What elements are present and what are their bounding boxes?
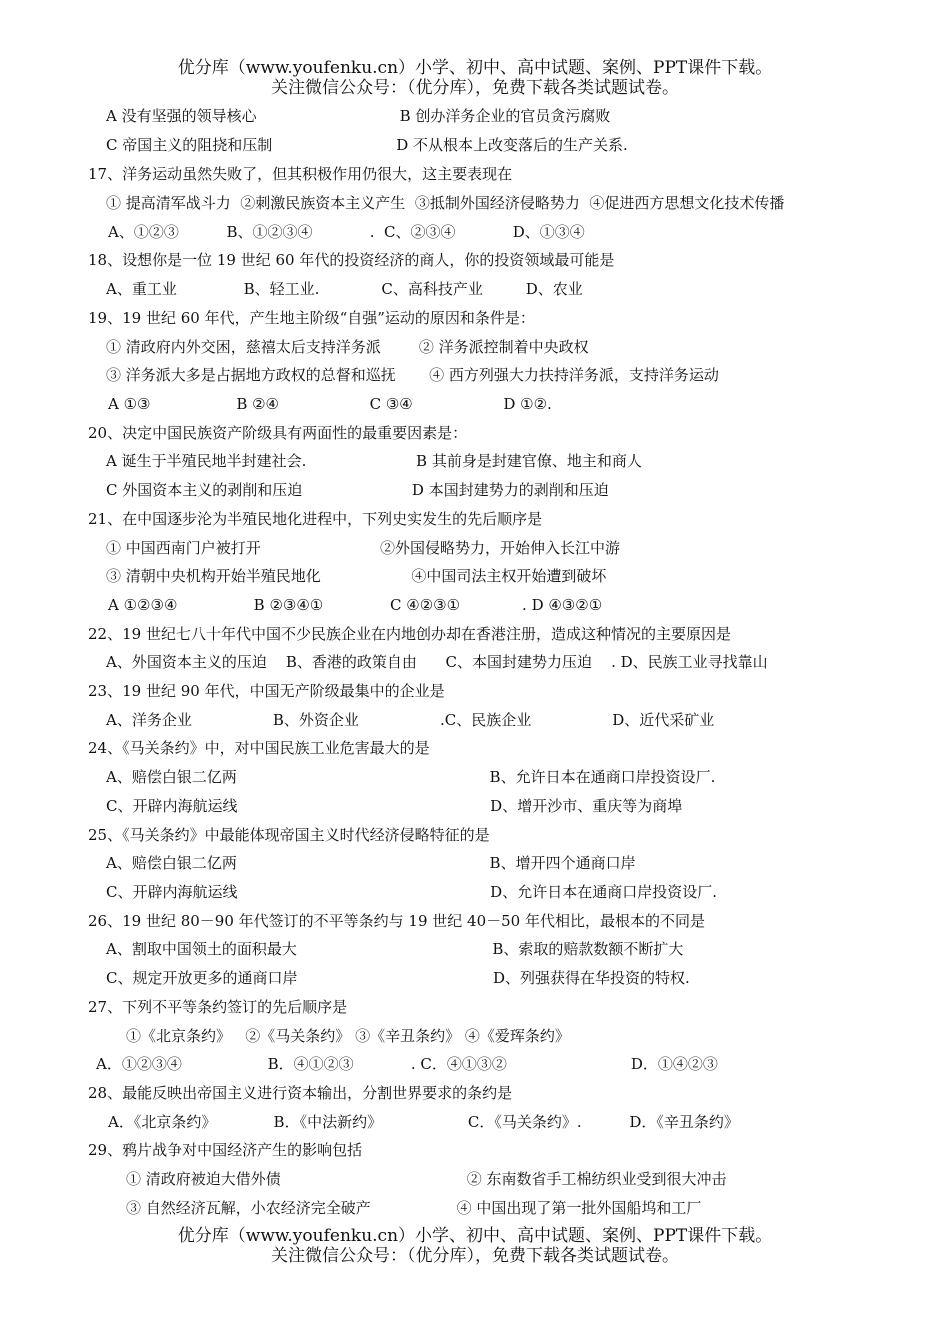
question-26: 26、19 世纪 80－90 年代签订的不平等条约与 19 世纪 40－50 年代相比，最根本的不同是 [88,912,705,930]
option-line: C、开辟内海航运线 D、增开沙市、重庆等为商埠 [106,797,683,815]
question-18: 18、设想你是一位 19 世纪 60 年代的投资经济的商人，你的投资领域最可能是 [88,251,615,269]
option-line: C 帝国主义的阻挠和压制 D 不从根本上改变落后的生产关系. [106,136,628,154]
header-site-line: 优分库（www.youfenku.cn）小学、初中、高中试题、案例、PPT课件下载。 [177,58,773,78]
option-line: ① 清政府内外交困，慈禧太后支持洋务派 ② 洋务派控制着中央政权 [106,338,589,356]
option-line: A、赔偿白银二亿两 B、允许日本在通商口岸投资设厂. [106,768,716,786]
option-line: ③ 洋务派大多是占据地方政权的总督和巡抚 ④ 西方列强大力扶持洋务派，支持洋务运动 [106,366,719,384]
header-wechat-line: 关注微信公众号：（优分库），免费下载各类试题试卷。 [271,78,679,98]
footer-wechat-line: 关注微信公众号：（优分库），免费下载各类试题试卷。 [271,1246,679,1266]
option-line: ① 中国西南门户被打开 ②外国侵略势力，开始伸入长江中游 [106,539,620,557]
option-line: A 没有坚强的领导核心 B 创办洋务企业的官员贪污腐败 [106,107,611,125]
question-19: 19、19 世纪 60 年代，产生地主阶级“自强”运动的原因和条件是： [88,309,535,327]
question-29: 29、鸦片战争对中国经济产生的影响包括 [88,1141,363,1159]
question-22: 22、19 世纪七八十年代中国不少民族企业在内地创办却在香港注册，造成这种情况的主要原因是 [88,625,731,643]
option-line: A、①②③ B、①②③④ . C、②③④ D、①③④ [108,223,585,241]
option-line: A、赔偿白银二亿两 B、增开四个通商口岸 [106,854,636,872]
option-line: A．①②③④ B．④①②③ . C．④①③② D．①④②③ [96,1055,718,1073]
option-line: ①《北京条约》 ②《马关条约》 ③《辛丑条约》 ④《爱珲条约》 [126,1027,570,1045]
question-25: 25、《马关条约》中最能体现帝国主义时代经济侵略特征的是 [88,826,490,844]
question-17: 17、洋务运动虽然失败了，但其积极作用仍很大，这主要表现在 [88,165,513,183]
option-line: A．《北京条约》 B．《中法新约》 C．《马关条约》. D．《辛丑条约》 [108,1113,739,1131]
option-line: C 外国资本主义的剥削和压迫 D 本国封建势力的剥削和压迫 [106,481,609,499]
option-line: C、规定开放更多的通商口岸 D、列强获得在华投资的特权. [106,969,690,987]
question-24: 24、《马关条约》中，对中国民族工业危害最大的是 [88,739,430,757]
option-line: A、重工业 B、轻工业. C、高科技产业 D、农业 [106,280,583,298]
option-line: A ①②③④ B ②③④① C ④②③① . D ④③②① [108,596,603,614]
question-27: 27、下列不平等条约签订的先后顺序是 [88,998,348,1016]
option-line: A、割取中国领土的面积最大 B、索取的赔款数额不断扩大 [106,940,684,958]
question-28: 28、最能反映出帝国主义进行资本输出，分割世界要求的条约是 [88,1084,513,1102]
option-line: A ①③ B ②④ C ③④ D ①②. [108,395,552,413]
option-line: A 诞生于半殖民地半封建社会. B 其前身是封建官僚、地主和商人 [106,452,642,470]
option-line: A、外国资本主义的压迫 B、香港的政策自由 C、本国封建势力压迫 . D、民族工业寻找靠山 [106,653,768,671]
option-line: ③ 清朝中央机构开始半殖民地化 ④中国司法主权开始遭到破坏 [106,567,607,585]
option-line: A、洋务企业 B、外资企业 .C、民族企业 D、近代采矿业 [106,711,715,729]
option-line: ① 提高清军战斗力 ②刺激民族资本主义产生 ③抵制外国经济侵略势力 ④促进西方思想文化技术传播 [106,194,785,212]
option-line: ① 清政府被迫大借外债 ② 东南数省手工棉纺织业受到很大冲击 [126,1170,727,1188]
question-23: 23、19 世纪 90 年代，中国无产阶级最集中的企业是 [88,682,445,700]
option-line: ③ 自然经济瓦解，小农经济完全破产 ④ 中国出现了第一批外国船坞和工厂 [126,1199,702,1217]
question-21: 21、在中国逐步沦为半殖民地化进程中，下列史实发生的先后顺序是 [88,510,543,528]
option-line: C、开辟内海航运线 D、允许日本在通商口岸投资设厂. [106,883,717,901]
question-20: 20、决定中国民族资产阶级具有两面性的最重要因素是： [88,424,468,442]
footer-site-line: 优分库（www.youfenku.cn）小学、初中、高中试题、案例、PPT课件下载。 [177,1226,773,1246]
